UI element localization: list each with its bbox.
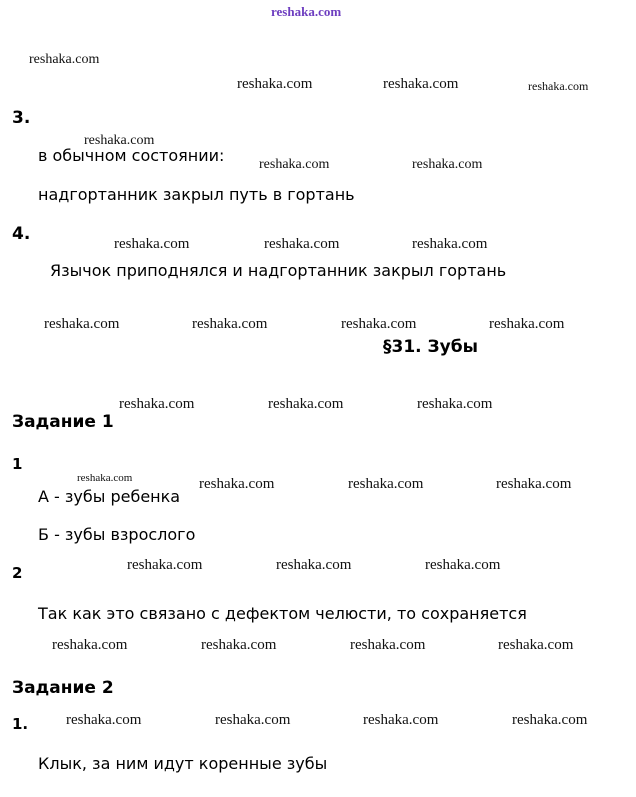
task-1-sub-2-line: Так как это связано с дефектом челюсти, то сохраняется	[38, 604, 527, 623]
watermark-31: reshaka.com	[363, 712, 439, 728]
item-3-line-2: надгортанник закрыл путь в гортань	[38, 185, 355, 204]
watermark-11: reshaka.com	[44, 316, 120, 332]
watermark-13: reshaka.com	[341, 316, 417, 332]
watermark-2: reshaka.com	[237, 76, 313, 92]
watermark-17: reshaka.com	[417, 396, 493, 412]
watermark-6: reshaka.com	[259, 157, 330, 172]
watermark-25: reshaka.com	[52, 637, 128, 653]
item-3-number: 3.	[12, 108, 31, 128]
watermark-8: reshaka.com	[114, 236, 190, 252]
item-4-line-1: Язычок приподнялся и надгортанник закрыл гортань	[50, 261, 507, 280]
watermark-10: reshaka.com	[412, 236, 488, 252]
task-1-sub-1-number: 1	[12, 455, 23, 473]
task-1-sub-2-number: 2	[12, 564, 23, 582]
watermark-12: reshaka.com	[192, 316, 268, 332]
watermark-7: reshaka.com	[412, 157, 483, 172]
watermark-18: reshaka.com	[77, 472, 133, 484]
watermark-9: reshaka.com	[264, 236, 340, 252]
watermark-19: reshaka.com	[199, 476, 275, 492]
watermark-30: reshaka.com	[215, 712, 291, 728]
watermark-3: reshaka.com	[383, 76, 459, 92]
watermark-0: reshaka.com	[271, 4, 342, 19]
watermark-1: reshaka.com	[29, 52, 100, 67]
watermark-5: reshaka.com	[84, 133, 155, 148]
watermark-23: reshaka.com	[276, 557, 352, 573]
watermark-22: reshaka.com	[127, 557, 203, 573]
watermark-4: reshaka.com	[528, 79, 589, 93]
section-heading: §31. Зубы	[383, 337, 478, 357]
task-2-sub-1-line: Клык, за ним идут коренные зубы	[38, 754, 328, 773]
watermark-20: reshaka.com	[348, 476, 424, 492]
watermark-16: reshaka.com	[268, 396, 344, 412]
task-2-sub-1-number: 1.	[12, 715, 29, 733]
task-1-sub-1-line-a: А - зубы ребенка	[38, 487, 181, 506]
task-1-sub-1-line-b: Б - зубы взрослого	[38, 525, 196, 544]
item-3-line-1: в обычном состоянии:	[38, 146, 225, 165]
watermark-27: reshaka.com	[350, 637, 426, 653]
item-4-number: 4.	[12, 224, 31, 244]
watermark-29: reshaka.com	[66, 712, 142, 728]
task-2-heading: Задание 2	[12, 678, 114, 698]
watermark-26: reshaka.com	[201, 637, 277, 653]
watermark-28: reshaka.com	[498, 637, 574, 653]
watermark-32: reshaka.com	[512, 712, 588, 728]
watermark-15: reshaka.com	[119, 396, 195, 412]
watermark-21: reshaka.com	[496, 476, 572, 492]
watermark-24: reshaka.com	[425, 557, 501, 573]
task-1-heading: Задание 1	[12, 412, 114, 432]
watermark-14: reshaka.com	[489, 316, 565, 332]
